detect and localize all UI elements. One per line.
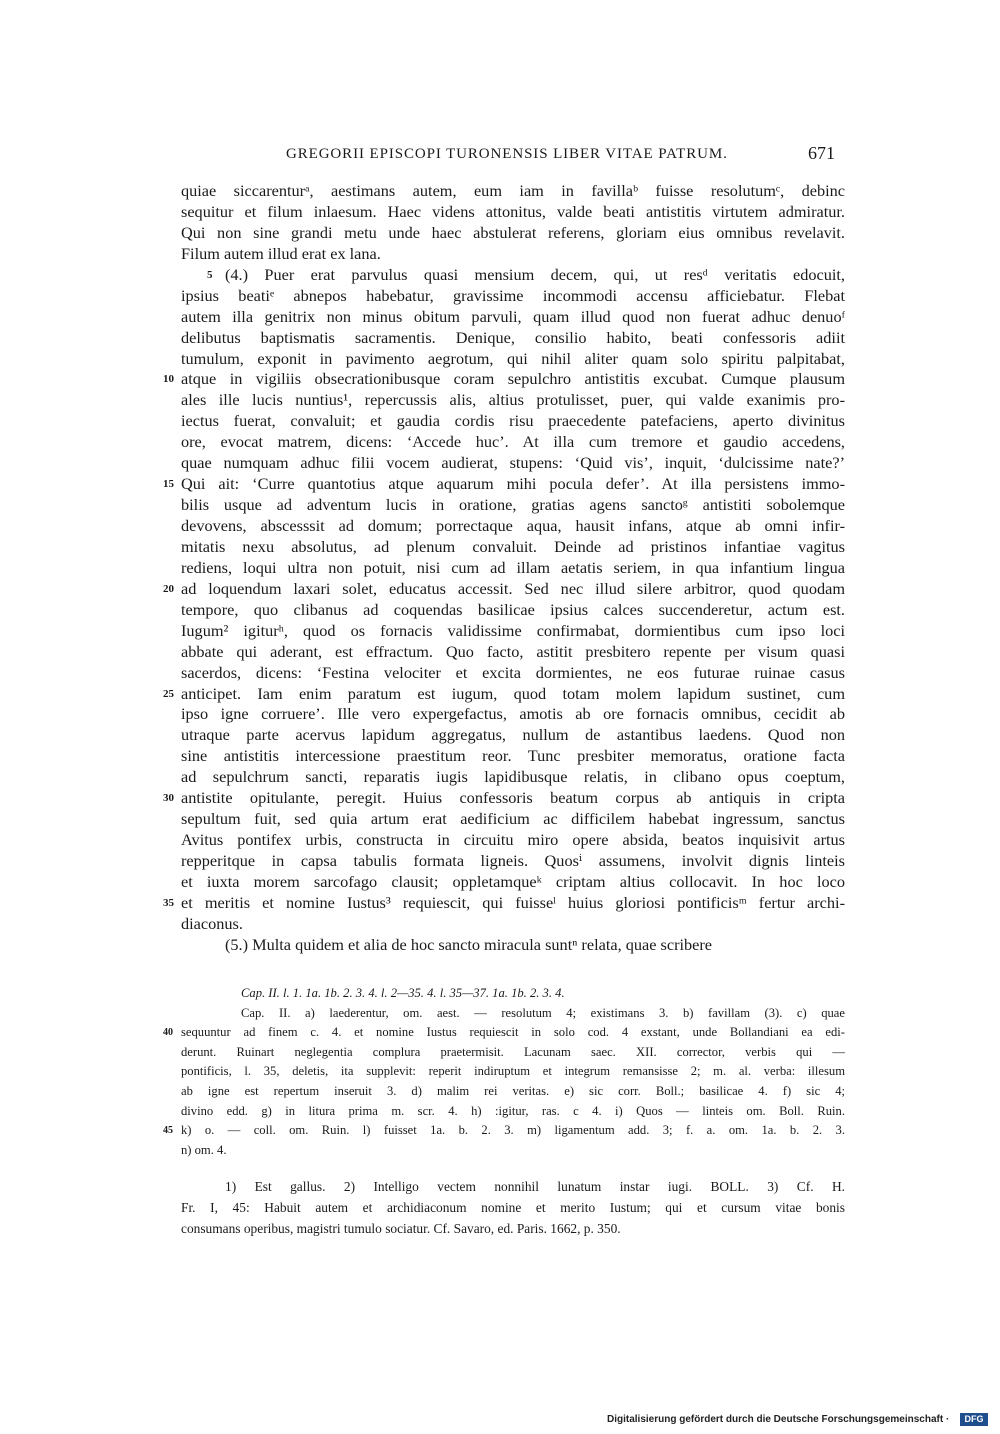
line-number: 10 (163, 373, 174, 386)
text-line (163, 369, 845, 390)
text-line (181, 851, 845, 872)
apparatus-line (181, 1102, 845, 1122)
critical-apparatus (163, 984, 845, 1160)
main-text (163, 181, 845, 956)
text-line (181, 725, 845, 746)
line-text: sine antistitis intercessione praestitum reor. Tunc presbiter memoratus, oratione facta (181, 746, 845, 766)
line-text: anticipet. Iam enim paratum est iugum, quod totam molem lapidum sustinet, cum (181, 683, 845, 703)
line-text: autem illa genitrix non minus obitum parvuli, quam illud quod non fuerat adhuc denuoᶠ (181, 306, 845, 326)
apparatus-text: k) o. — coll. om. Ruin. l) fuisset 1a. b. 2. 3. m) ligamentum add. 3; f. a. om. 1a. b. 2. 3. (181, 1123, 845, 1138)
text-line (181, 642, 845, 663)
apparatus-lines (163, 1004, 845, 1161)
line-text: mitatis nexu absolutus, ad plenum convaluit. Deinde ad pristinos infantiae vagitus (181, 536, 845, 556)
text-line (163, 788, 845, 809)
line-text: devovens, abscesssit ad domum; porrectaque aqua, hausit infans, atque ab omni infir- (181, 516, 845, 535)
text-line (181, 809, 845, 830)
text-line (181, 872, 845, 893)
text-line (181, 600, 845, 621)
page-number: 671 (808, 143, 835, 163)
text-line (181, 935, 845, 956)
text-line (181, 181, 845, 202)
footnote-line: 1) Est gallus. 2) Intelligo vectem nonnihil lunatum instar iugi. BOLL. 3) Cf. H. (225, 1179, 845, 1194)
text-line (181, 516, 845, 537)
text-line (181, 914, 845, 935)
apparatus-text: n) om. 4. (181, 1142, 227, 1157)
line-text: Filum autem illud erat ex lana. (181, 243, 381, 263)
apparatus-text: divino edd. g) in litura prima m. scr. 4. h) :igitur, ras. c 4. i) Quos — linteis om. Boll. Ruin. (181, 1103, 845, 1118)
line-text: bilis usque ad adventum lucis in oratione, gratias agens sanctoᵍ antistiti sobolemque (181, 495, 845, 515)
text-line (163, 892, 845, 914)
text-line (181, 223, 845, 244)
text-line (163, 474, 845, 495)
line-number: 25 (163, 687, 174, 700)
text-line (181, 621, 845, 642)
apparatus-text: Cap. II. a) laederentur, om. aest. — resolutum 4; existimans 3. b) favillam (3). c) quae (241, 1005, 845, 1020)
line-number: 5 (207, 268, 213, 281)
manuscript-sigla-line: Cap. II. l. 1. 1a. 1b. 2. 3. 4. l. 2—35. 4. l. 35—37. 1a. 1b. 2. 3. 4. (241, 986, 565, 1000)
text-line (181, 286, 845, 307)
line-text: sepultum fuit, sed quia artum erat aedificium ac difficilem habebat ingressum, sanctus (181, 809, 845, 829)
line-text: atque in vigiliis obsecrationibusque coram sepulchro antistitis excubat. Cumque plausum (181, 369, 845, 389)
text-line (181, 349, 845, 370)
line-text: delibutus baptismatis sacramentis. Denique, consilio habito, beati confessoris adiit (181, 327, 845, 347)
text-line (181, 537, 845, 558)
line-text: ipso igne corruere’. Ille vero expergefactus, amotis ab ore fornacis omnibus, cecidit ab (181, 704, 845, 724)
line-number: 45 (163, 1125, 173, 1137)
text-line (181, 495, 845, 516)
line-text: ad loquendum laxari solet, educatus accessit. Sed nec illud silere arbitror, quod quodam (181, 578, 845, 598)
text-line (163, 683, 845, 705)
text-line (181, 202, 845, 223)
line-text: et meritis et nomine Iustus³ requiescit, qui fuisseˡ huius gloriosi pontificisᵐ fertur archi- (181, 892, 845, 912)
line-text: Qui non sine grandi metu unde haec abstulerat referens, gloriam eius omnibus revelavit. (181, 222, 845, 242)
line-text: tempore, quo clibanus ad coquendas basilicae ipsius calces succenderetur, actum est. (181, 599, 845, 619)
text-line (181, 830, 845, 851)
apparatus-line (181, 1004, 845, 1024)
text-line (181, 244, 845, 265)
line-text: ore, evocat matrem, dicens: ‘Accede huc’. At illa cum tremore et gaudio accedens, (181, 432, 845, 452)
apparatus-line (181, 1141, 845, 1161)
text-line (181, 328, 845, 349)
text-line (181, 558, 845, 579)
line-text: antistite opitulante, peregit. Huius confessoris beatum corpus ab antiquis in cripta (181, 788, 845, 808)
line-text: Avitus pontifex urbis, constructa in circuitu miro opere absida, beatos inquisivit artus (181, 830, 845, 850)
line-text: abbate qui aderant, est effractum. Quo facto, astitit presbitero repente per visum quasi (181, 641, 845, 661)
line-number: 40 (163, 1027, 173, 1039)
apparatus-text: ab igne est repertum inseruit 3. d) malim rei veritas. e) sic corr. Boll.; basilicae 4. f) sic 4; (181, 1083, 845, 1098)
apparatus-text: sequuntur ad finem c. 4. et nomine Iustus requiescit in solo cod. 4 exstant, unde Bollandiani ea edi- (181, 1025, 845, 1040)
text-line (181, 663, 845, 684)
line-text: repperitque in capsa tabulis formata ligneis. Quosⁱ assumens, involvit dignis linteis (181, 851, 845, 870)
text-line (181, 265, 845, 286)
text-line (181, 411, 845, 432)
line-text: ipsius beatiᵉ abnepos habebatur, gravissime incommodi accensu afficiebatur. Flebat (181, 285, 845, 305)
text-line (181, 746, 845, 767)
footnotes (181, 1176, 845, 1239)
apparatus-line (181, 1062, 845, 1082)
line-text: quiae siccarenturᵃ, aestimans autem, eum iam in favillaᵇ fuisse resolutumᶜ, debinc (181, 181, 845, 200)
line-number: 35 (163, 896, 174, 909)
line-text: Qui ait: ‘Curre quantotius atque aquarum mihi pocula defer’. At illa persistens immo- (181, 474, 845, 494)
digitization-note: Digitalisierung gefördert durch die Deutsche Forschungsgemeinschaft · (607, 1414, 950, 1425)
line-text: ad sepulchrum sancti, reparatis iugis lapidibusque relatis, in clibano opus coeptum, (181, 767, 845, 787)
line-text: ales ille lucis nuntius¹, repercussis alis, altius protulisset, puer, qui valde exanimis pro- (181, 390, 845, 410)
text-line (181, 453, 845, 474)
text-line (181, 767, 845, 788)
line-text: tumulum, exponit in pavimento aegrotum, qui nihil aliter quam solo spiritu palpitabat, (181, 348, 845, 368)
line-text: Iugum² igiturʰ, quod os fornacis validissime confirmabat, dormientibus cum ipso loci (181, 620, 845, 640)
line-text: rediens, loqui ultra non potuit, nisi cum ad illam aetatis seriem, in qua infantium lingua (181, 557, 845, 577)
text-line (181, 390, 845, 411)
apparatus-line (181, 1082, 845, 1102)
text-line (181, 704, 845, 725)
apparatus-text: derunt. Ruinart neglegentia complura praetermisit. Lacunam saec. XII. corrector, verbis qui — (181, 1044, 845, 1059)
apparatus-line (181, 1043, 845, 1063)
line-text: (5.) Multa quidem et alia de hoc sancto miracula suntⁿ relata, quae scribere (225, 934, 713, 954)
line-text: diaconus. (181, 913, 243, 933)
line-text: utraque parte acervus lapidum aggregatus, nullum de astantibus laedens. Quod non (181, 725, 845, 745)
line-text: (4.) Puer erat parvulus quasi mensium decem, qui, ut resᵈ veritatis edocuit, (225, 264, 845, 284)
line-number: 15 (163, 478, 174, 491)
dfg-logo: DFG (960, 1413, 988, 1426)
line-text: et iuxta morem sarcofago clausit; oppletamqueᵏ criptam altius collocavit. In hoc loco (181, 871, 845, 891)
text-line (181, 307, 845, 328)
line-text: sequitur et filum inlaesum. Haec videns attonitus, valde beati antistitis virtutem admiratur. (181, 201, 845, 221)
line-text: quae numquam adhuc filii vocem audierat, stupens: ‘Quid vis’, inquit, ‘dulcissime nate?’ (181, 453, 845, 473)
running-title: GREGORII EPISCOPI TURONENSIS LIBER VITAE PATRUM. (286, 146, 728, 162)
apparatus-line (163, 1023, 845, 1043)
footnote-line: consumans operibus, magistri tumulo sociatur. Cf. Savaro, ed. Paris. 1662, p. 350. (181, 1221, 621, 1236)
apparatus-text: pontificis, l. 35, deletis, ita supplevit: reperit indiruptum et integrum remansisse 2; m. al. verba: illesum (181, 1064, 845, 1079)
line-number: 30 (163, 792, 174, 805)
text-line (181, 432, 845, 453)
text-line (163, 578, 845, 600)
footnote-line: Fr. I, 45: Habuit autem et archidiaconum nomine et merito Iustum; qui et cursum vitae bonis (181, 1200, 845, 1215)
apparatus-line (163, 1121, 845, 1141)
line-number: 20 (163, 582, 174, 595)
line-text: iectus fuerat, convaluit; et gaudia cordis risu praecedente patefaciens, aperto divinitus (181, 411, 845, 431)
line-text: sacerdos, dicens: ‘Festina velociter et excita dormientes, ne eos futurae ruinae casus (181, 662, 845, 682)
